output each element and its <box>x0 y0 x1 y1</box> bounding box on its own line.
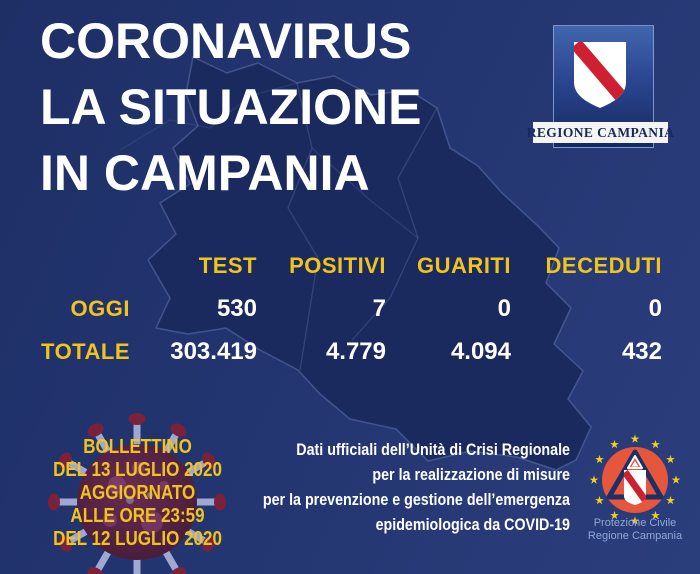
bulletin-text <box>42 436 233 551</box>
column-header-positivi: POSITIVI <box>289 252 386 278</box>
bulletin-line-5: DEL 12 LUGLIO 2020 <box>53 528 222 550</box>
regione-campania-shield-icon <box>570 40 630 110</box>
title-line-3: IN CAMPANIA <box>40 145 370 201</box>
bulletin-line-4: ALLE ORE 23:59 <box>70 505 205 527</box>
value-oggi-positivi: 7 <box>372 294 386 322</box>
value-totale-positivi: 4.779 <box>325 337 386 365</box>
page-title <box>40 8 421 206</box>
disclaimer-line-2: per la realizzazione di misure <box>372 465 570 484</box>
regione-campania-banner <box>526 122 675 143</box>
title-line-1: CORONAVIRUS <box>40 13 412 69</box>
bulletin-line-3: AGGIORNATO <box>79 482 196 504</box>
disclaimer-text <box>217 437 570 537</box>
disclaimer-line-1: Dati ufficiali dell’Unità di Crisi Regionale <box>296 440 570 459</box>
disclaimer-line-4: epidemiologica da COVID-19 <box>375 515 570 534</box>
pc-label-line-2: Regione Campania <box>587 529 683 542</box>
column-header-guariti: GUARITI <box>417 252 511 278</box>
table-corner <box>0 244 130 287</box>
protezione-civile-label <box>573 517 697 542</box>
column-header-deceduti: DECEDUTI <box>545 252 662 278</box>
column-header-test: TEST <box>198 252 257 278</box>
value-totale-test: 303.419 <box>170 337 257 365</box>
regione-campania-label: REGIONE CAMPANIA <box>526 124 675 140</box>
pc-label-line-1: Protezione Civile <box>593 517 677 529</box>
value-oggi-deceduti: 0 <box>648 294 662 322</box>
value-oggi-guariti: 0 <box>497 294 511 322</box>
disclaimer-line-3: per la prevenzione e gestione dell’emergenza <box>262 490 570 509</box>
value-totale-guariti: 4.094 <box>450 337 511 365</box>
value-totale-deceduti: 432 <box>621 337 662 365</box>
protezione-civile-icon <box>585 430 685 530</box>
stats-table <box>0 244 662 373</box>
value-oggi-test: 530 <box>216 294 257 322</box>
row-label-oggi: OGGI <box>70 295 130 321</box>
row-label-totale: TOTALE <box>41 338 130 364</box>
bulletin-line-1: BOLLETTINO <box>83 436 192 458</box>
bulletin-line-2: DEL 13 LUGLIO 2020 <box>53 459 222 481</box>
title-line-2: LA SITUAZIONE <box>40 79 422 135</box>
